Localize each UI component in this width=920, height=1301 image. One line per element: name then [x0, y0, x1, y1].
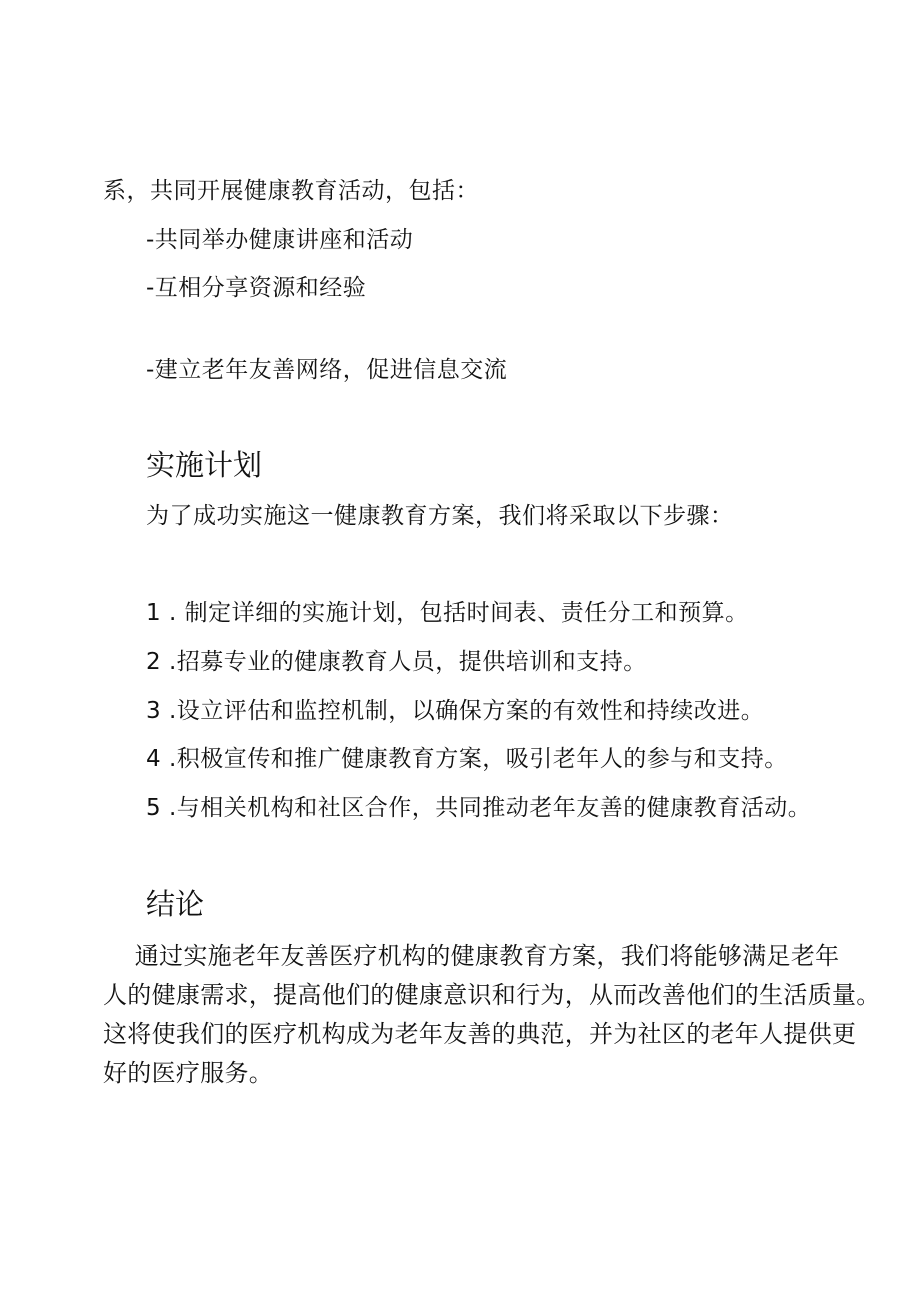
section-heading-plan: 实施计划 — [146, 448, 263, 482]
plan-step: 2 .招募专业的健康教育人员，提供培训和支持。 — [146, 649, 647, 675]
paragraph-line: 好的医疗服务。 — [103, 1059, 274, 1087]
section-heading-conclusion: 结论 — [146, 887, 205, 921]
conclusion-paragraph — [103, 937, 881, 1093]
paragraph-line: 这将使我们的医疗机构成为老年友善的典范，并为社区的老年人提供更 — [103, 1020, 857, 1048]
paragraph-line: 通过实施老年友善医疗机构的健康教育方案，我们将能够满足老年 — [103, 942, 840, 970]
plan-step: 3 .设立评估和监控机制，以确保方案的有效性和持续改进。 — [146, 698, 765, 724]
list-item: -建立老年友善网络，促进信息交流 — [146, 357, 508, 383]
paragraph-line: 人的健康需求，提高他们的健康意识和行为，从而改善他们的生活质量。 — [103, 981, 881, 1009]
list-item: -共同举办健康讲座和活动 — [146, 227, 414, 253]
plan-step: 5 .与相关机构和社区合作，共同推动老年友善的健康教育活动。 — [146, 795, 812, 821]
plan-intro: 为了成功实施这一健康教育方案，我们将采取以下步骤： — [146, 503, 734, 529]
plan-step: 4 .积极宣传和推广健康教育方案，吸引老年人的参与和支持。 — [146, 746, 788, 772]
list-item: -互相分享资源和经验 — [146, 275, 367, 301]
continuation-intro: 系，共同开展健康教育活动，包括： — [103, 178, 479, 204]
plan-step: 1 . 制定详细的实施计划，包括时间表、责任分工和预算。 — [146, 600, 749, 626]
